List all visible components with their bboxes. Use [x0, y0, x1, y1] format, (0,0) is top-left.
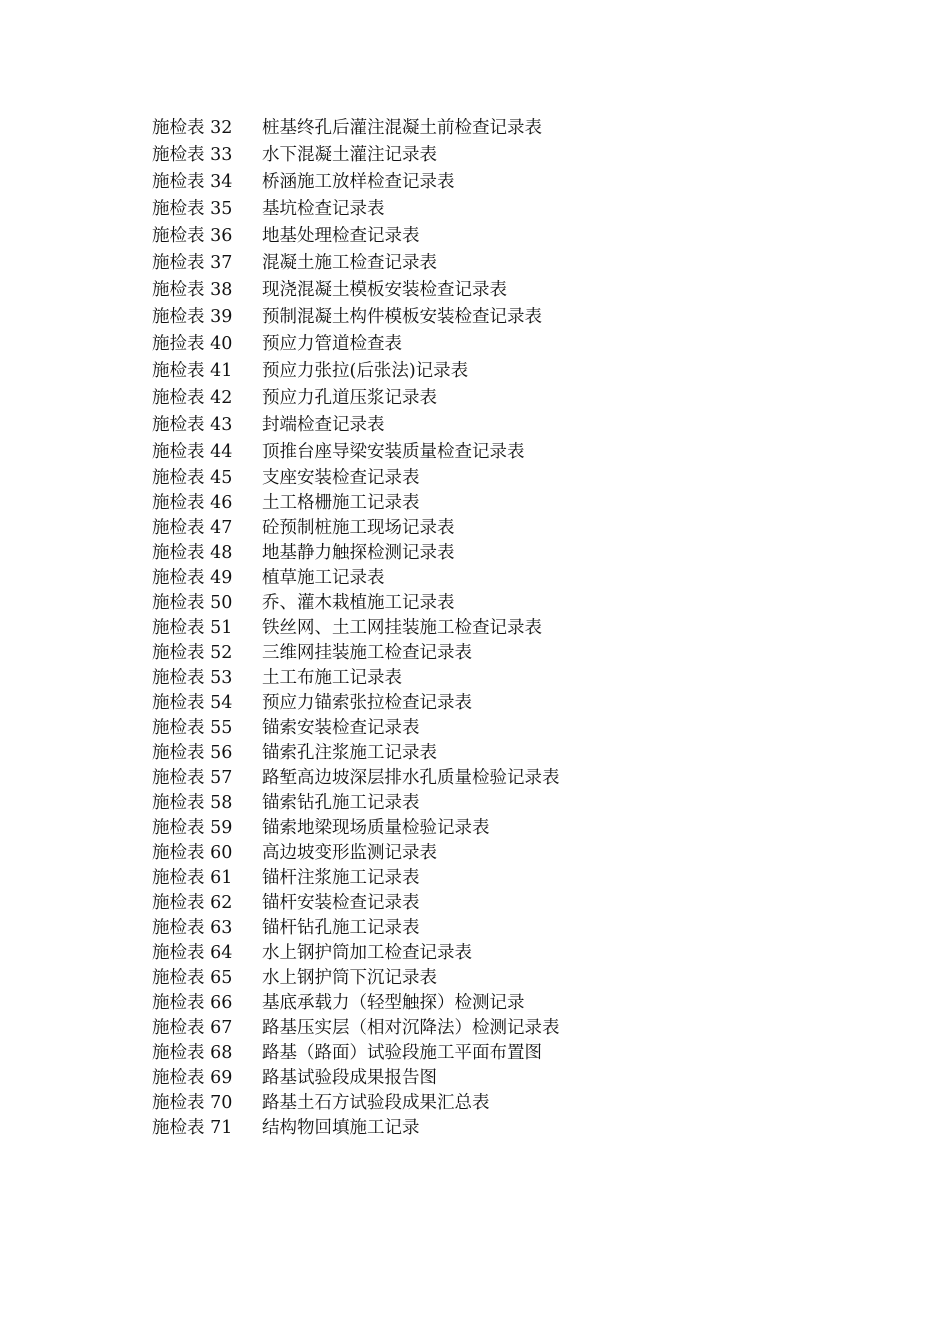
form-title: 路基土石方试验段成果汇总表 — [262, 1093, 490, 1113]
form-title: 铁丝网、土工网挂装施工检查记录表 — [262, 618, 542, 638]
form-title: 预应力锚索张拉检查记录表 — [262, 693, 472, 713]
list-item — [152, 250, 852, 277]
form-code: 施检表 71 — [152, 1118, 233, 1138]
list-item — [152, 1016, 852, 1041]
form-code: 施检表 51 — [152, 618, 233, 638]
form-code: 施检表 34 — [152, 172, 233, 192]
form-code: 施检表 42 — [152, 388, 233, 408]
form-title: 预制混凝土构件模板安装检查记录表 — [262, 307, 542, 327]
list-item — [152, 516, 852, 541]
form-title: 预应力张拉(后张法)记录表 — [262, 361, 469, 381]
form-code: 施捡表 40 — [152, 334, 233, 354]
list-item — [152, 169, 852, 196]
form-code: 施检表 61 — [152, 868, 233, 888]
form-title: 土工布施工记录表 — [262, 668, 402, 688]
form-title: 锚杆安装检查记录表 — [262, 893, 420, 913]
list-item — [152, 223, 852, 250]
form-title: 砼预制桩施工现场记录表 — [262, 518, 455, 538]
form-title: 地基处理检查记录表 — [262, 226, 420, 246]
form-code: 施检表 55 — [152, 718, 233, 738]
form-code: 施检表 66 — [152, 993, 233, 1013]
form-title: 现浇混凝土模板安装检查记录表 — [262, 280, 507, 300]
list-item — [152, 142, 852, 169]
list-item — [152, 331, 852, 358]
form-code: 施检表 35 — [152, 199, 233, 219]
form-code: 施检表 63 — [152, 918, 233, 938]
form-title: 路基（路面）试验段施工平面布置图 — [262, 1043, 542, 1063]
list-item — [152, 196, 852, 223]
form-index-list — [152, 115, 852, 1141]
list-item — [152, 1041, 852, 1066]
form-code: 施检表 50 — [152, 593, 233, 613]
list-item — [152, 358, 852, 385]
list-item — [152, 941, 852, 966]
list-item — [152, 1116, 852, 1141]
form-code: 施检表 57 — [152, 768, 233, 788]
form-code: 施检表 49 — [152, 568, 233, 588]
list-item — [152, 1066, 852, 1091]
list-item — [152, 866, 852, 891]
form-title: 顶推台座导梁安装质量检查记录表 — [262, 442, 525, 462]
form-title: 植草施工记录表 — [262, 568, 385, 588]
form-title: 水下混凝土灌注记录表 — [262, 145, 437, 165]
form-code: 施检表 65 — [152, 968, 233, 988]
form-title: 路堑高边坡深层排水孔质量检验记录表 — [262, 768, 560, 788]
list-item — [152, 385, 852, 412]
form-code: 施检表 32 — [152, 118, 233, 138]
form-code: 施检表 33 — [152, 145, 233, 165]
form-title: 预应力孔道压浆记录表 — [262, 388, 437, 408]
list-item — [152, 439, 852, 466]
list-item — [152, 891, 852, 916]
form-code: 施检表 64 — [152, 943, 233, 963]
form-code: 施检表 54 — [152, 693, 233, 713]
form-code: 施检表 38 — [152, 280, 233, 300]
form-title: 基坑检查记录表 — [262, 199, 385, 219]
list-item — [152, 966, 852, 991]
form-title: 锚杆钻孔施工记录表 — [262, 918, 420, 938]
form-code: 施检表 43 — [152, 415, 233, 435]
form-title: 结构物回填施工记录 — [262, 1118, 420, 1138]
list-item — [152, 991, 852, 1016]
form-title: 水上钢护筒加工检查记录表 — [262, 943, 472, 963]
list-item — [152, 741, 852, 766]
form-title: 水上钢护筒下沉记录表 — [262, 968, 437, 988]
form-code: 施检表 69 — [152, 1068, 233, 1088]
form-code: 施检表 41 — [152, 361, 233, 381]
list-item — [152, 304, 852, 331]
form-title: 封端检查记录表 — [262, 415, 385, 435]
list-item — [152, 641, 852, 666]
form-title: 预应力管道检查表 — [262, 334, 402, 354]
form-title: 土工格栅施工记录表 — [262, 493, 420, 513]
form-code: 施检表 68 — [152, 1043, 233, 1063]
form-title: 路基试验段成果报告图 — [262, 1068, 437, 1088]
list-item — [152, 616, 852, 641]
form-title: 锚索地梁现场质量检验记录表 — [262, 818, 490, 838]
list-item — [152, 691, 852, 716]
list-item — [152, 491, 852, 516]
form-code: 施检表 67 — [152, 1018, 233, 1038]
form-code: 施检表 48 — [152, 543, 233, 563]
form-code: 施检表 58 — [152, 793, 233, 813]
form-code: 施检表 37 — [152, 253, 233, 273]
list-item — [152, 716, 852, 741]
form-title: 桥涵施工放样检查记录表 — [262, 172, 455, 192]
form-code: 施检表 52 — [152, 643, 233, 663]
form-title: 桩基终孔后灌注混凝土前检查记录表 — [262, 118, 542, 138]
list-item — [152, 791, 852, 816]
form-title: 高边坡变形监测记录表 — [262, 843, 437, 863]
list-item — [152, 816, 852, 841]
list-item — [152, 1091, 852, 1116]
form-title: 锚索孔注浆施工记录表 — [262, 743, 437, 763]
list-item — [152, 541, 852, 566]
form-title: 锚杆注浆施工记录表 — [262, 868, 420, 888]
list-item — [152, 766, 852, 791]
list-item — [152, 916, 852, 941]
form-code: 施检表 59 — [152, 818, 233, 838]
form-code: 施检表 46 — [152, 493, 233, 513]
list-item — [152, 115, 852, 142]
list-item — [152, 591, 852, 616]
list-item — [152, 277, 852, 304]
form-title: 混凝土施工检查记录表 — [262, 253, 437, 273]
form-title: 锚索钻孔施工记录表 — [262, 793, 420, 813]
form-code: 施检表 56 — [152, 743, 233, 763]
form-title: 三维网挂装施工检查记录表 — [262, 643, 472, 663]
list-item — [152, 841, 852, 866]
form-code: 施检表 53 — [152, 668, 233, 688]
form-code: 施检表 70 — [152, 1093, 233, 1113]
form-code: 施检表 47 — [152, 518, 233, 538]
form-code: 施检表 36 — [152, 226, 233, 246]
list-item — [152, 566, 852, 591]
form-code: 施检表 62 — [152, 893, 233, 913]
form-title: 基底承载力（轻型触探）检测记录 — [262, 993, 525, 1013]
form-title: 乔、灌木栽植施工记录表 — [262, 593, 455, 613]
form-title: 支座安装检查记录表 — [262, 468, 420, 488]
form-title: 锚索安装检查记录表 — [262, 718, 420, 738]
form-title: 地基静力触探检测记录表 — [262, 543, 455, 563]
list-item — [152, 466, 852, 491]
form-title: 路基压实层（相对沉降法）检测记录表 — [262, 1018, 560, 1038]
list-item — [152, 412, 852, 439]
form-code: 施检表 60 — [152, 843, 233, 863]
form-code: 施检表 39 — [152, 307, 233, 327]
form-code: 施检表 45 — [152, 468, 233, 488]
form-code: 施检表 44 — [152, 442, 233, 462]
list-item — [152, 666, 852, 691]
